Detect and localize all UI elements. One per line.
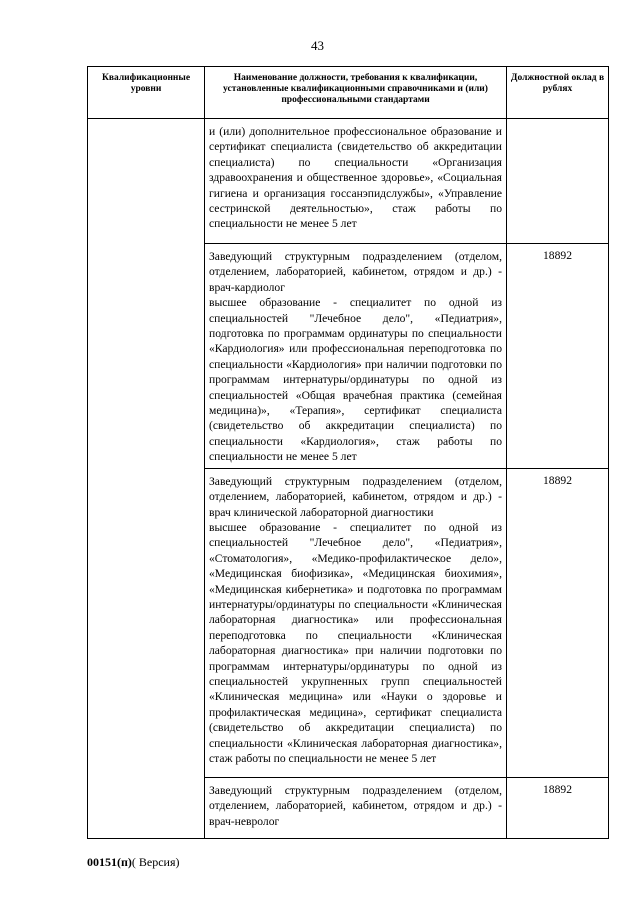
qualification-level-cell — [88, 119, 205, 839]
document-code-version: ( Версия) — [131, 855, 180, 869]
salary-cell: 18892 — [507, 777, 609, 838]
salary-cell — [507, 119, 609, 244]
salary-cell: 18892 — [507, 244, 609, 469]
header-salary: Должностной оклад в рублях — [507, 67, 609, 119]
position-description: Заведующий структурным подразделением (отделом, отделением, лабораторией, кабинетом, отрядом и др.) - врач-кардиолог высшее образование - специалитет по одной из специальностей "Лечебное дело", «Педиатрия», подготовка по программам ординатуры по специальности «Кардиология» или профессиональная переподготовка по специальности «Кардиология» при наличии подготовки по программам интернатуры/ординатуры по одной из специальностей «Общая врачебная практика (семейная медицина)», «Терапия», сертификат специалиста (свидетельство об аккредитации специалиста) по специальности «Кардиология», стаж работы по специальности не менее 5 лет — [205, 244, 507, 469]
qualification-table — [87, 66, 609, 839]
position-description: Заведующий структурным подразделением (отделом, отделением, лабораторией, кабинетом, отрядом и др.) - врач-невролог — [205, 777, 507, 838]
table-header-row — [88, 67, 609, 119]
header-qualification-levels: Квалификационные уровни — [88, 67, 205, 119]
position-description: и (или) дополнительное профессиональное образование и сертификат специалиста (свидетельство об аккредитации специалиста) по специальности «Организация здравоохранения и общественное здоровье», «Социальная гигиена и организация госсанэпидслужбы», «Управление сестринской деятельностью», стаж работы по специальности не менее 5 лет — [205, 119, 507, 244]
position-description: Заведующий структурным подразделением (отделом, отделением, лабораторией, кабинетом, отрядом и др.) - врач клинической лабораторной диагностики высшее образование - специалитет по одной из специальностей "Лечебное дело", «Педиатрия», «Стоматология», «Медико-профилактическое дело», «Медицинская биофизика», «Медицинская биохимия», «Медицинская кибернетика» и подготовка по программам интернатуры/ординатуры по специальности «Клиническая лабораторная диагностика» или профессиональная переподготовка по специальности «Клиническая лабораторная диагностика» при наличии подготовки по программам интернатуры/ординатуры по одной из специальностей укрупненных групп специальностей «Клиническая медицина» или «Науки о здоровье и профилактическая медицина», сертификат специалиста (свидетельство об аккредитации специалиста) по специальности «Клиническая лабораторная диагностика», стаж работы по специальности не менее 5 лет — [205, 468, 507, 777]
header-position-requirements: Наименование должности, требования к квалификации, установленные квалификационными справочниками и (или) профессиональными стандартами — [205, 67, 507, 119]
salary-cell: 18892 — [507, 468, 609, 777]
table-row — [88, 119, 609, 244]
page-number: 43 — [311, 38, 324, 53]
document-code — [87, 855, 180, 870]
document-code-number: 00151(п) — [87, 855, 132, 869]
